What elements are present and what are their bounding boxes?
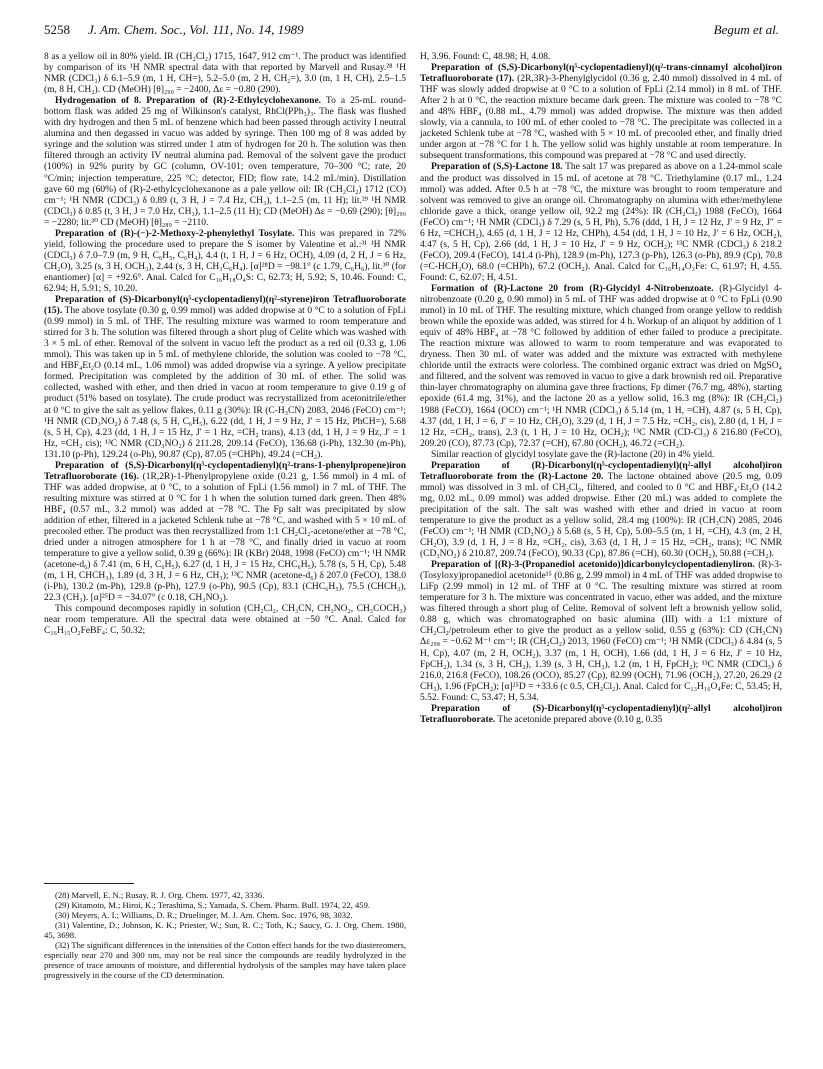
- footnote: (30) Meyers, A. I.; Williams, D. R.; Druelinger, M. J. Am. Chem. Soc. 1976, 98, 3032.: [55, 910, 353, 920]
- paragraph: This compound decomposes rapidly in solution (CH₂Cl₂, CH₃CN, CH₃NO₂, CH₃COCH₃) near room temperature. All the spectral data were obtained at −50 °C. Anal. Calcd for C₁₆H₁₅O₂FeBF₄: C, 50.32;: [44, 604, 406, 637]
- paragraph: Formation of (R)-Lactone 20 from (R)-Glycidyl 4-Nitrobenzoate. (R)-Glycidyl 4-nitrobenzoate (0.20 g, 0.90 mmol) in 5 mL of THF was added dropwise at 0 °C to FpLi (0.90 mmol) in 10 mL of THF. The resulting mixture, which changed from orange yellow to reddish brown while the epoxide was added, was stirred for 4 h. Workup of an aliquot by addition of 1 equiv of 48% HBF₄ at −78 °C followed by addition of ether failed to produce a precipitate. The reaction mixture was allowed to warm to room temperature and was evaporated to dryness. Then 30 mL of water was added and the mixture was extracted with methylene chloride until the extracts were colorless. The combined organic extract was dried on MgSO₄ and filtered, and the solvent was removed in vacuo to give a dark brownish red oil. Preparative thin-layer chromatography on alumina gave three fractions, Fp dimer (76.7 mg, 48%), starting epoxide (61.4 mg, 31%), and the lactone 20 as a yellow solid, 16.3 mg (8%): IR (CH₂Cl₂) 1988 (FeCO), 1664 (OCO) cm⁻¹; ¹H NMR (CDCl₃) δ 5.14 (m, 1 H, =CH), 4.87 (s, 5 H, Cp), 4.37 (dd, 1 H, J = 6, J′ = 10 Hz, CH₂O), 3.29 (d, 1 H, J = 7.5 Hz, =CH₂, cis), 2.80 (d, 1 H, J = 12 Hz, =CH₂, trans), 2.3 (t, 1 H, J = 10 Hz, OCH₂); ¹³C NMR (CD-Cl₃) δ 216.80 (FeCO), 209.20 (CO), 87.73 (Cp), 72.37 (=CH), 67.80 (OCH₂), 46.72 (=CH₂).: [420, 283, 782, 449]
- paragraph: Preparation of (R)-(−)-2-Methoxy-2-phenylethyl Tosylate. This was prepared in 72% yield, following the procedure used to prepare the S isomer by Valentine et al.:³¹ ¹H NMR (CDCl₃) δ 7.0–7.9 (m, 9 H, C₆H₅, C₆H₄), 4.4 (t, 1 H, J = 6 Hz, OCH), 4.09 (d, 2 H, J = 6 Hz, CH₂O), 3.25 (s, 3 H, OCH₃), 2.44 (s, 3 H, CH₃C₆H₄). [α]²⁸D = −98.1° (c 1.79, C₆H₆), lit.³⁰ (for enantiomer) [α] = +92.6°. Anal. Calcd for C₁₆H₁₈O₄S: C, 62.73; H, 5.92; S, 10.46. Found: C, 62.94; H, 5.91; S, 10.20.: [44, 228, 406, 294]
- footnote: (28) Marvell, E. N.; Rusay, R. J. Org. Chem. 1977, 42, 3336.: [55, 890, 265, 900]
- paragraph: Preparation of (S,S)-Dicarbonyl(η⁵-cyclopentadienyl)(η²-trans-1-phenylpropene)iron Tetrafluoroborate (16). (1R,2R)-1-Phenylpropylene oxide (0.21 g, 1.56 mmol) in 4 mL of THF was added dropwise, at 0 °C, to a solution of FpLi (1.56 mmol) in 7 mL of THF. The resulting mixture was stirred at 0 °C for 1 h when the solution turned dark green. Then 48% HBF₄ (0.57 mL, 3.2 mmol) was added at −78 °C. The Fp salt was precipitated by slow addition of ether, filtered in a jacketed Schlenk tube at −78 °C, and washed with 5 × 10 mL of precooled ether. The product was then recrystallized from 1:1 CH₂Cl₂-acetone/ether at −78 °C, dried under a nitrogen atmosphere for 1 h at −78 °C, and finally dried in vacuo at room temperature to give a yellow solid, 0.39 g (66%): IR (KBr) 2048, 1998 (FeCO) cm⁻¹; ¹H NMR (acetone-d₆) δ 7.41 (m, 6 H, C₆H₅), 6.27 (d, 1 H, J = 15 Hz, CHC₆H₅), 5.78 (s, 5 H, Cp), 5.48 (m, 1 H, CHCH₃), 1.89 (d, 3 H, J = 6 Hz, CH₃); ¹³C NMR (acetone-d₆) δ 207.0 (FeCO), 138.0 (i-Ph), 130.2 (m-Ph), 129.8 (p-Ph), 127.9 (o-Ph), 90.5 (Cp), 83.1 (CHC₆H₅), 75.5 (CHCH₃), 22.3 (CH₃). [α]²⁵D = −34.07° (c 0.18, CH₃NO₂).: [44, 460, 406, 604]
- journal-citation: J. Am. Chem. Soc., Vol. 111, No. 14, 1989: [88, 22, 304, 37]
- paragraph: Preparation of (S,S)-Dicarbonyl(η⁵-cyclopentadienyl)(η²-trans-cinnamyl alcohol)iron Tetrafluoroborate (17). (2R,3R)-3-Phenylglycidol (0.36 g, 2.40 mmol) dissolved in 4 mL of THF was slowly added dropwise at 0 °C to a solution of FpLi (2.14 mmol) in 8 mL of THF. After 2 h at 0 °C, the reaction mixture became dark green. The mixture was cooled to −78 °C and 48% HBF₄ (0.88 mL, 4.79 mmol) was added dropwise. The mixture was then added slowly, via a cannula, to 100 mL of ether cooled to −78 °C. The precipitate was collected in a jacketed Schlenk tube at −78 °C, washed with 5 × 10 mL of precooled ether, and finally dried under argon at −78 °C for 1 h. The yellow solid was highly unstable at room temperature. In subsequent transformations, this compound was prepared at −78 °C and used directly.: [420, 63, 782, 162]
- paragraph: Preparation of (S,S)-Lactone 18. The salt 17 was prepared as above on a 1.24-mmol scale and the product was dissolved in 15 mL of acetone at 78 °C. Triethylamine (0.17 mL, 1.24 mmol) was added. After 0.5 h at −78 °C, the mixture was brought to room temperature and solvent was removed to give an orange oil. Chromatography on alumina with ether/methylene chloride gave a thick, orange yellow oil, 92.2 mg (24%): IR (CH₂Cl₂) 1988 (FeCO), 1664 (FeCO) cm⁻¹; ¹H NMR (CDCl₃) δ 7.29 (s, 5 H, Ph), 5.76 (ddd, 1 H, J = 12 Hz, J′ = 9 Hz, J″ = 6 Hz, =CHCH₂), 4.65 (d, 1 H, J = 12 Hz, CHPh), 4.54 (dd, 1 H, J = 10 Hz, J′ = 6 Hz, OCH₂), 4.47 (s, 5 H, Cp), 2.66 (dd, 1 H, J = 10 Hz, J′ = 9 Hz, OCH₂); ¹³C NMR (CDCl₃) δ 218.2 (FeCO), 209.4 (FeCO), 141.4 (i-Ph), 128.9 (m-Ph), 127.3 (p-Ph), 126.3 (o-Ph), 89.9 (Cp), 70.8 (=C-HCH₂O), 68.0 (=CHPh), 67.2 (OCH₂). Anal. Calcd for C₁₆H₁₄O₃Fe: C, 61.97; H, 4.55. Found: C, 62.07; H, 4.51.: [420, 162, 782, 283]
- paragraph: Preparation of (S)-Dicarbonyl(η⁵-cyclopentadienyl)(η²-styrene)iron Tetrafluoroborate (15). The above tosylate (0.30 g, 0.99 mmol) was added dropwise at 0 °C to a solution of FpLi (0.99 mmol) in 5 mL of THF. The resulting mixture was warmed to room temperature and stirred for 3 h. The solution was filtered through a short plug of Celite which was washed with 3 × 5 mL of ether. Removal of the solvent in vacuo left the product as a red oil (0.33 g, 1.06 mmol). This was taken up in 5 mL of methylene chloride, the solution was cooled to −78 °C, and HBF₄Et₂O (0.14 mL, 1.06 mmol) was added dropwise via a syringe. A yellow precipitate formed. Precipitation was completed by the addition of 30 mL of ether. The solid was collected, washed with ether, and then dried in vacuo at room temperature to give 0.19 g of product (51% based on tosylate). The crude product was recrystallized from acetonitrile/ether at 0 °C to give the salt as yellow flakes, 0.11 g (30%): IR (C-H₃CN) 2083, 2046 (FeCO) cm⁻¹; ¹H NMR (CD₃NO₂) δ 7.48 (s, 5 H, C₆H₅), 6.22 (dd, 1 H, J = 9 Hz, J′ = 15 Hz, PhCH=), 5.68 (s, 5 H, Cp), 4.23 (dd, 1 H, J = 15 Hz, J′ = 1 Hz, =CH₂ trans), 4.13 (dd, 1 H, J = 9 Hz, J′ = 1 Hz, =CH₂ cis); ¹³C NMR (CD₃NO₂) δ 211.28, 209.14 (FeCO), 136.68 (i-Ph), 132.30 (m-Ph), 131.10 (p-Ph), 129.24 (o-Ph), 90.87 (Cp), 87.05 (=CHPh), 49.24 (=CH₂).: [44, 295, 406, 460]
- paragraph: Preparation of (R)-Dicarbonyl(η⁵-cyclopentadienyl)(η²-allyl alcohol)iron Tetrafluoroborate from the (R)-Lactone 20. The lactone obtained above (20.5 mg, 0.09 mmol) was dissolved in 3 mL of CH₂Cl₂, filtered, and cooled to 0 °C and HBF₄·Et₂O (14.2 mg, 0.02 mL, 0.09 mmol) was added dropwise. Ether (20 mL) was added to complete the precipitation of the salt. The salt was washed with ether and dried in vacuo at room temperature to give the product as a yellow solid, 28.4 mg (100%): IR (CH₃CN) 2085, 2046 (FeCO) cm⁻¹; ¹H NMR (CD₃NO₂) δ 5.68 (s, 5 H, Cp), 5.00–5.5 (m, 1 H, =CH), 4.3 (m, 2 H, CH₂O), 3.9 (d, 1 H, J = 8 Hz, =CH₂, cis), 3.63 (d, 1 H, J = 15 Hz, =CH₂, trans); ¹³C NMR (CD₃NO₂) δ 210.87, 209.74 (FeCO), 90.33 (Cp), 87.86 (=CH), 60.30 (OCH₂), 50.88 (=CH₂).: [420, 460, 782, 560]
- paragraph: Preparation of [(R)-3-(Propanediol acetonido)]dicarbonylcyclopentadienyliron. (R)-3-(Tosyloxy)propanediol acetonide¹⁵ (0.86 g, 2.99 mmol) in 4 mL of THF was added dropwise to LiFp (2.99 mmol) in 12 mL of THF at 0 °C. The resulting mixture was stirred at room temperature for 3 h. The mixture was concentrated in vacuo, ether was added, and the mixture was filtered through a short plug of Celite. Removal of solvent left a brownish yellow solid, 0.88 g, which was chromatographed on basic alumina (III) with a 1:1 mixture of CH₂Cl₂/petroleum ether to give the product as a yellow solid, 0.55 g (63%): CD (CH₃CN) Δε₂₉₈ = −0.62 M⁻¹ cm⁻¹; IR (CH₂Cl₂) 2013, 1960 (FeCO) cm⁻¹; ¹H NMR (CDCl₃) δ 4.84 (s, 5 H, Cp), 4.07 (m, 2 H, OCH₂), 3.37 (m, 1 H, OCH), 1.66 (dd, 1 H, J = 6 Hz, J′ = 10 Hz, FpCH₂), 1.34 (s, 3 H, CH₃), 1.39 (s, 3 H, CH₃), 1.2 (m, 1 H, FpCH₂); ¹³C NMR (CDCl₃) δ 216.0, 216.8 (FeCO), 108.26 (OCO), 85.27 (Cp), 82.99 (OCH), 71.96 (OCH₂), 27.20, 26.29 (2 CH₃), 1.96 (FpCH₂); [α]²⁵D = +33.6 (c 0.5, CH₂Cl₂). Anal. Calcd for C₁₃H₁₆O₄Fe: C, 53.45; H, 5.52. Found: C, 53.47; H, 5.34.: [420, 560, 782, 703]
- paragraph: Preparation of (S)-Dicarbonyl(η⁵-cyclopentadienyl)(η²-allyl alcohol)iron Tetrafluoroborate. The acetonide prepared above (0.10 g, 0.35: [420, 703, 782, 725]
- page-header: [44, 22, 779, 42]
- footnote: (31) Valentine, D.; Johnson, K. K.; Priester, W.; Sun, R. C.; Toth, K.; Saucy, G. J. Org. Chem. 1980, 45, 3698.: [44, 920, 406, 940]
- footnote: (32) The significant differences in the intensities of the Cotton effect bands for the two diastereomers, especially near 270 and 300 nm, may not be real since the compounds are readily hydrolyzed in the presence of trace amounts of moisture, and differential hydrolysis of the samples may have taken place progressively in the course of the CD determination.: [44, 940, 406, 980]
- paragraph: 8 as a yellow oil in 80% yield. IR (CH₂Cl₂) 1715, 1647, 912 cm⁻¹. The product was identified by comparison of its ¹H NMR spectral data with that reported by Marvell and Rusay.²⁸ ¹H NMR (CDCl₃) δ 6.1–5.9 (m, 1 H, CH=), 5.2–5.0 (m, 2 H, CH₂=), 3.0 (m, 1 H, CH), 2.5–1.5 (m, 8 H, CH₂). CD (MeOH) [θ]₂₉₀ = −2400, Δε = −0.80 (290).: [44, 52, 406, 96]
- page-number: 5258: [44, 22, 70, 37]
- paragraph: H, 3.96. Found: C, 48.98; H, 4.08.: [420, 52, 551, 62]
- paragraph: Similar reaction of glycidyl tosylate gave the (R)-lactone (20) in 4% yield.: [431, 449, 715, 460]
- running-authors: Begum et al.: [713, 22, 779, 37]
- left-column: [44, 52, 406, 637]
- footnotes: [44, 890, 406, 980]
- footnote: (29) Kitamoto, M.; Hiroi, K.; Terashima, S.; Yamada, S. Chem. Pharm. Bull. 1974, 22, 459.: [55, 900, 371, 910]
- paragraph: Hydrogenation of 8. Preparation of (R)-2-Ethylcyclohexanone. To a 25-mL round-bottom flask was added 25 mg of Wilkinson's catalyst, RhCl(PPh₃)₃. The flask was flushed with dry hydrogen and then 5 mL of benzene which had been passed through activity I neutral alumina and then degassed in vacuo was added by syringe. Then 100 mg of 8 was added by syringe and the solution was stirred under 1 atm of hydrogen for 20 h. The solution was then filtered through an activity IV neutral alumina pad. Removal of the solvent gave the product (100%) in 92% purity by GC (column, OV-101; oven temperature, 70–300 °C; rate, 20 °C/min; injection temperature, 225 °C; detector, FID; flow rate, 14.2 mL/min). Distillation gave 60 mg (60%) of (R)-2-ethylcyclohexanone as a pale yellow oil: IR (CH₂Cl₂) 1712 (CO) cm⁻¹; ¹H NMR (CDCl₃) δ 0.89 (t, 3 H, J = 7.4 Hz, CH₃), 1.1–2.5 (m, 11 H); lit.²⁹ ¹H NMR (CDCl₃) δ 0.85 (t, 3 H, J = 7.0 Hz, CH₃), 1.1–2.5 (11 H); CD (MeOH) Δε = −0.69 (290); [θ]₂₉₀ = −2280; lit.³⁰ CD (MeOH) [θ]₂₈₉ = −2110.: [44, 96, 407, 228]
- footnote-divider: [44, 883, 134, 884]
- right-column: [420, 52, 782, 726]
